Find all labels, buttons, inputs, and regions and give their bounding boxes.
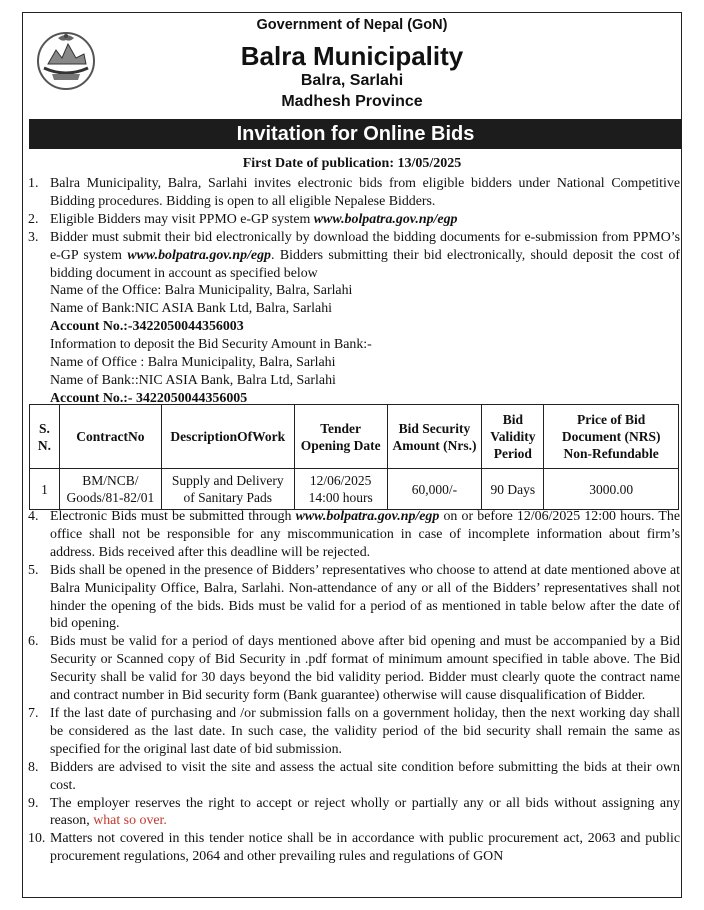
item-number: 10. xyxy=(28,831,46,847)
contract-line: BM/NCB/ xyxy=(82,473,139,488)
item-number: 4. xyxy=(28,509,39,524)
item-number: 2. xyxy=(28,211,39,227)
header-bid-security: Bid Security Amount (Nrs.) xyxy=(387,405,482,469)
security-deposit-intro: Information to deposit the Bid Security Amount in Bank:- xyxy=(50,337,372,353)
province-line: Madhesh Province xyxy=(281,93,423,110)
item-text: Matters not covered in this tender notice shall be in accordance with public procurement act, 2063 and public procurement regulations, 2064 and other prevailing rules and regulations of GON xyxy=(50,831,680,865)
item-text: If the last date of purchasing and /or submission falls on a government holiday, then the next working day shall be considered as the last date. In such case, the validity period of the bid security shall remain the same as specified for the original last date of bid submission. xyxy=(50,705,680,757)
notice-items-top xyxy=(28,175,680,408)
description-line: of Sanitary Pads xyxy=(183,490,272,505)
item-text: Balra Municipality, Balra, Sarlahi invites electronic bids from eligible bidders under National Competitive Bidding procedures. Bidding is open to all eligible Nepalese Bidders. xyxy=(50,176,680,209)
item-text: Electronic Bids must be submitted through xyxy=(50,509,296,524)
notice-item-1 xyxy=(28,175,680,211)
cell-tender-date xyxy=(294,469,387,510)
notice-item-10 xyxy=(28,830,680,866)
item-number: 6. xyxy=(28,634,39,650)
bid-table xyxy=(29,404,679,510)
header-price: Price of Bid Document (NRS) Non-Refundable xyxy=(544,405,679,469)
egp-link[interactable]: www.bolpatra.gov.np/egp xyxy=(313,211,458,227)
cell-description xyxy=(161,469,294,510)
item-text: Bids must be valid for a period of days mentioned above after bid opening and must be accompanied by a Bid Security or Scanned copy of Bid Security in .pdf format of minimum amount specified in table above. The Bid Security shall be valid for 30 days beyond the bid validity period. Bidder must clearly quote the contract name and contract number in Bid security form (Bank guarantee) otherwise will cause disqualification of Bidder. xyxy=(50,634,680,704)
description-line: Supply and Delivery xyxy=(171,473,284,488)
date-line: 14:00 hours xyxy=(308,490,373,505)
notice-item-8 xyxy=(28,759,680,795)
table-header-row xyxy=(30,405,679,469)
header-sn: S. N. xyxy=(30,405,60,469)
item-text: Eligible Bidders may visit PPMO e-GP system xyxy=(50,211,314,227)
date-line: 12/06/2025 xyxy=(309,473,372,488)
emphasis-text: what so over. xyxy=(93,813,167,829)
office-name-2: Name of Office : Balra Municipality, Balra, Sarlahi xyxy=(50,355,336,371)
notice-item-5 xyxy=(28,562,680,634)
egp-link[interactable]: www.bolpatra.gov.np/egp xyxy=(295,509,440,524)
publication-date: First Date of publication: 13/05/2025 xyxy=(242,156,462,171)
item-number: 7. xyxy=(28,705,39,721)
municipality-name: Balra Municipality xyxy=(240,41,464,71)
cell-price: 3000.00 xyxy=(544,469,679,510)
notice-items-bottom xyxy=(28,508,680,866)
notice-item-7 xyxy=(28,705,680,759)
bank-name-1: Name of Bank:NIC ASIA Bank Ltd, Balra, Sarlahi xyxy=(50,301,333,317)
header-validity: Bid Validity Period xyxy=(482,405,544,469)
header-description: DescriptionOfWork xyxy=(161,405,294,469)
account-number-1: Account No.:-3422050044356003 xyxy=(50,319,244,335)
item-text: Bidder must submit their bid electronically by download the bidding documents for e-submission from PPMO’s e-GP system xyxy=(50,229,680,263)
notice-item-4 xyxy=(28,508,680,562)
cell-contract xyxy=(59,469,161,510)
cell-validity: 90 Days xyxy=(482,469,544,510)
cell-sn: 1 xyxy=(30,469,60,510)
item-text: Bidders are advised to visit the site and assess the actual site condition before submitting the bids at their own cost. xyxy=(50,759,680,793)
header-tender-date: Tender Opening Date xyxy=(294,405,387,469)
egp-link[interactable]: www.bolpatra.gov.np/egp xyxy=(127,247,271,263)
notice-title-banner: Invitation for Online Bids xyxy=(29,119,682,149)
item-number: 8. xyxy=(28,759,39,775)
office-name-1: Name of the Office: Balra Municipality, Balra, Sarlahi xyxy=(50,283,353,299)
item-text: on or before 12/06/2025 12:00 hours. The office shall not be responsible for any miscommunication in case of incomplete information about firm’s address. Bids received after this deadline will be rejected. xyxy=(50,509,680,560)
notice-item-9 xyxy=(28,795,680,831)
notice-item-6 xyxy=(28,633,680,705)
item-text: Bids shall be opened in the presence of Bidders’ representatives who choose to attend at date mentioned above at Balra Municipality Office, Balra, Sarlahi. Non-attendance of any or all of the Bidders’ representatives shall not hinder the opening of the bids. Bids must be valid for a period of as mentioned in table below after the date of bid opening. xyxy=(50,562,680,632)
item-number: 1. xyxy=(28,176,39,191)
cell-bid-security: 60,000/- xyxy=(387,469,482,510)
item-number: 3. xyxy=(28,229,39,245)
government-line: Government of Nepal (GoN) xyxy=(256,17,448,33)
header-contract: ContractNo xyxy=(59,405,161,469)
table-row xyxy=(30,469,679,510)
item-text: The employer reserves the right to accept or reject wholly or partially any or all bids without assigning any reason, xyxy=(50,795,680,829)
contract-line: Goods/81-82/01 xyxy=(66,490,155,505)
item-text: . Bidders submitting their bid electronically, should deposit the cost of bidding document in account as specified below xyxy=(50,247,680,281)
item-number: 9. xyxy=(28,795,39,811)
bank-name-2: Name of Bank::NIC ASIA Bank, Balra Ltd, Sarlahi xyxy=(50,372,336,388)
location-line: Balra, Sarlahi xyxy=(300,72,404,89)
account-number-2: Account No.:- 3422050044356005 xyxy=(50,390,248,406)
notice-item-2 xyxy=(28,211,680,229)
notice-item-3 xyxy=(28,229,680,283)
item-number: 5. xyxy=(28,562,39,578)
